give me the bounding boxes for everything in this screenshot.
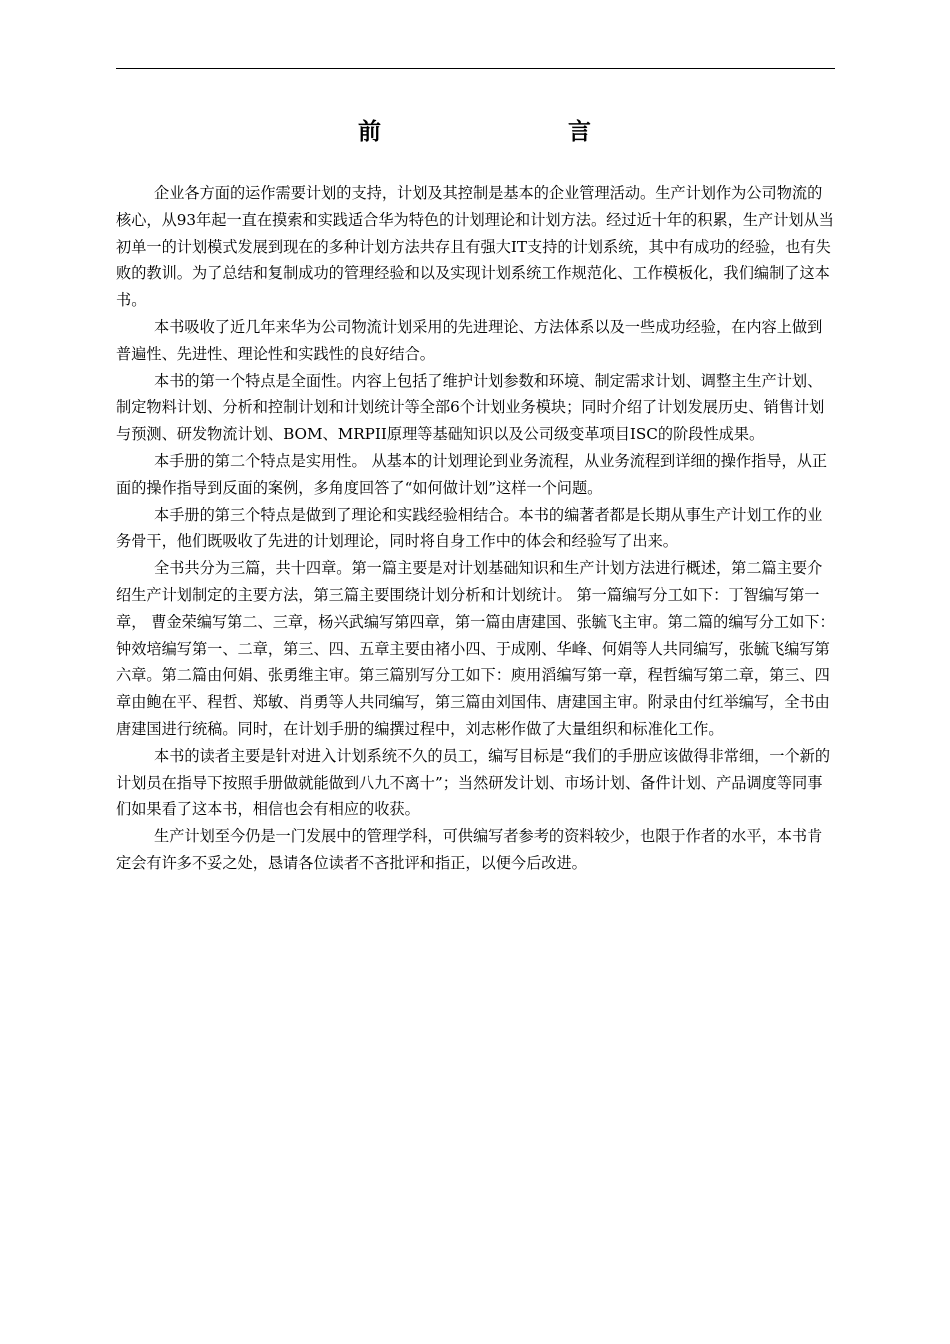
header-rule [116, 68, 835, 69]
paragraph-absorbed-theory: 本书吸收了近几年来华为公司物流计划采用的先进理论、方法体系以及一些成功经验，在内容上做到普遍性、先进性、理论性和实践性的良好结合。 [116, 317, 823, 363]
title-char-1: 前 [358, 118, 381, 145]
paragraph-readers: 本书的读者主要是针对进入计划系统不久的员工，编写目标是“我们的手册应该做得非常细，一个新的计划员在指导下按照手册做就能做到八九不离十”；当然研发计划、市场计划、备件计划、产品调度等同事们如果看了这本书，相信也会有相应的收获。 [116, 746, 831, 819]
paragraph-feature-comprehensive: 本书的第一个特点是全面性。内容上包括了维护计划参数和环境、制定需求计划、调整主生产计划、制定物料计划、分析和控制计划和计划统计等全部6个计划业务模块；同时介绍了计划发展历史、销售计划与预测、研发物流计划、BOM、MRPII原理等基础知识以及公司级变革项目ISC的阶段性成果。 [116, 371, 825, 444]
paragraph-feature-practical: 本手册的第二个特点是实用性。 从基本的计划理论到业务流程，从业务流程到详细的操作指导，从正面的操作指导到反面的案例，多角度回答了“如何做计划”这样一个问题。 [116, 451, 828, 497]
paragraph-closing: 生产计划至今仍是一门发展中的管理学科，可供编写者参考的资料较少，也限于作者的水平，本书肯定会有许多不妥之处，恳请各位读者不吝批评和指正，以便今后改进。 [116, 827, 823, 872]
preface-body [116, 180, 835, 877]
paragraph-intro: 企业各方面的运作需要计划的支持，计划及其控制是基本的企业管理活动。生产计划作为公司物流的核心，从93年起一直在摸索和实践适合华为特色的计划理论和计划方法。经过近十年的积累，生产计划从当初单一的计划模式发展到现在的多种计划方法共存且有强大IT支持的计划系统，其中有成功的经验，也有失败的教训。为了总结和复制成功的管理经验和以及实现计划系统工作规范化、工作模板化，我们编制了这本书。 [116, 184, 834, 310]
page-title [116, 116, 835, 150]
paragraph-feature-theory-practice: 本手册的第三个特点是做到了理论和实践经验相结合。本书的编著者都是长期从事生产计划工作的业务骨干，他们既吸收了先进的计划理论，同时将自身工作中的体会和经验写了出来。 [116, 505, 823, 551]
paragraph-structure-authors: 全书共分为三篇，共十四章。第一篇主要是对计划基础知识和生产计划方法进行概述，第二篇主要介绍生产计划制定的主要方法，第三篇主要围绕计划分析和计划统计。 第一篇编写分工如下：丁智编写第一章， 曹金荣编写第二、三章，杨兴武编写第四章，第一篇由唐建国、张毓飞主审。第二篇的编写分工如下：钟效培编写第一、二章，第三、四、五章主要由褚小四、于成刚、华峰、何娟等人共同编写，张毓飞编写第六章。第二篇由何娟、张勇维主审。第三篇别写分工如下：庾用滔编写第一章，程哲编写第二章，第三、四章由鲍在平、程哲、郑敏、肖勇等人共同编写，第三篇由刘国伟、唐建国主审。附录由付红举编写，全书由唐建国进行统稿。同时，在计划手册的编撰过程中，刘志彬作做了大量组织和标准化工作。 [116, 559, 835, 738]
title-char-2: 言 [568, 118, 591, 145]
